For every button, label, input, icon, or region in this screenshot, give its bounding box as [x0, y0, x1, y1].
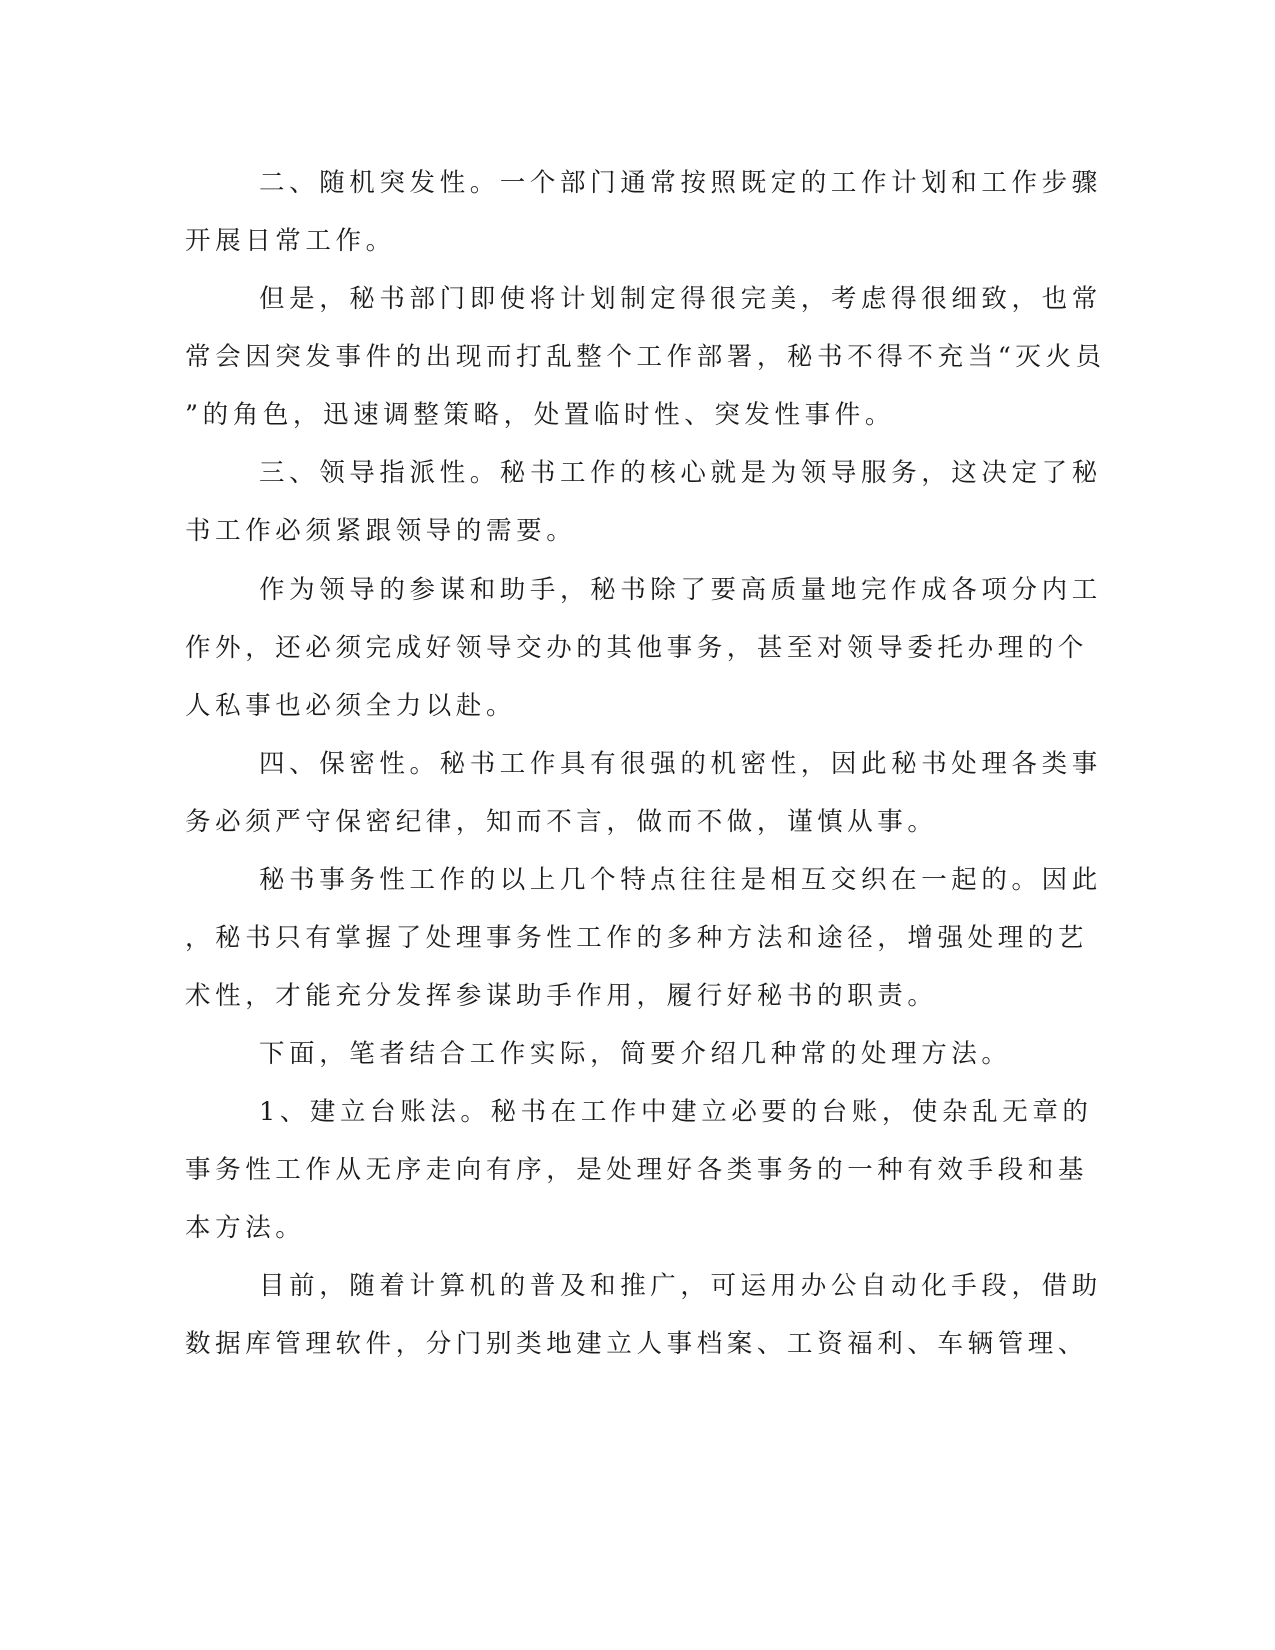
text-line: 下面，笔者结合工作实际，简要介绍几种常的处理方法。 — [259, 1039, 1012, 1069]
text-line: 开展日常工作。 — [185, 226, 396, 256]
text-line: 务必须严守保密纪律，知而不言，做而不做，谨慎从事。 — [185, 807, 938, 837]
text-line: ”的角色，迅速调整策略，处置临时性、突发性事件。 — [185, 400, 895, 430]
text-line: 二、随机突发性。一个部门通常按照既定的工作计划和工作步骤 — [259, 168, 1102, 198]
text-line: 作外，还必须完成好领导交办的其他事务，甚至对领导委托办理的个 — [185, 633, 1089, 663]
text-line: 书工作必须紧跟领导的需要。 — [185, 516, 577, 546]
text-line: 数据库管理软件，分门别类地建立人事档案、工资福利、车辆管理、 — [185, 1329, 1089, 1359]
text-line: 本方法。 — [185, 1213, 306, 1243]
text-line: 事务性工作从无序走向有序，是处理好各类事务的一种有效手段和基 — [185, 1155, 1089, 1185]
text-line: 秘书事务性工作的以上几个特点往往是相互交织在一起的。因此 — [259, 865, 1102, 895]
text-line: 术性，才能充分发挥参谋助手作用，履行好秘书的职责。 — [185, 981, 938, 1011]
text-line: 常会因突发事件的出现而打乱整个工作部署，秘书不得不充当“灭火员 — [185, 342, 1106, 372]
text-line: 1、建立台账法。秘书在工作中建立必要的台账，使杂乱无章的 — [259, 1097, 1093, 1127]
text-line: 三、领导指派性。秘书工作的核心就是为领导服务，这决定了秘 — [259, 458, 1102, 488]
text-line: 人私事也必须全力以赴。 — [185, 691, 517, 721]
text-line: 但是，秘书部门即使将计划制定得很完美，考虑得很细致，也常 — [259, 284, 1102, 314]
text-line: ，秘书只有掌握了处理事务性工作的多种方法和途径，增强处理的艺 — [185, 923, 1089, 953]
text-line: 作为领导的参谋和助手，秘书除了要高质量地完作成各项分内工 — [259, 575, 1102, 605]
text-line: 目前，随着计算机的普及和推广，可运用办公自动化手段，借助 — [259, 1271, 1102, 1301]
text-line: 四、保密性。秘书工作具有很强的机密性，因此秘书处理各类事 — [259, 749, 1102, 779]
